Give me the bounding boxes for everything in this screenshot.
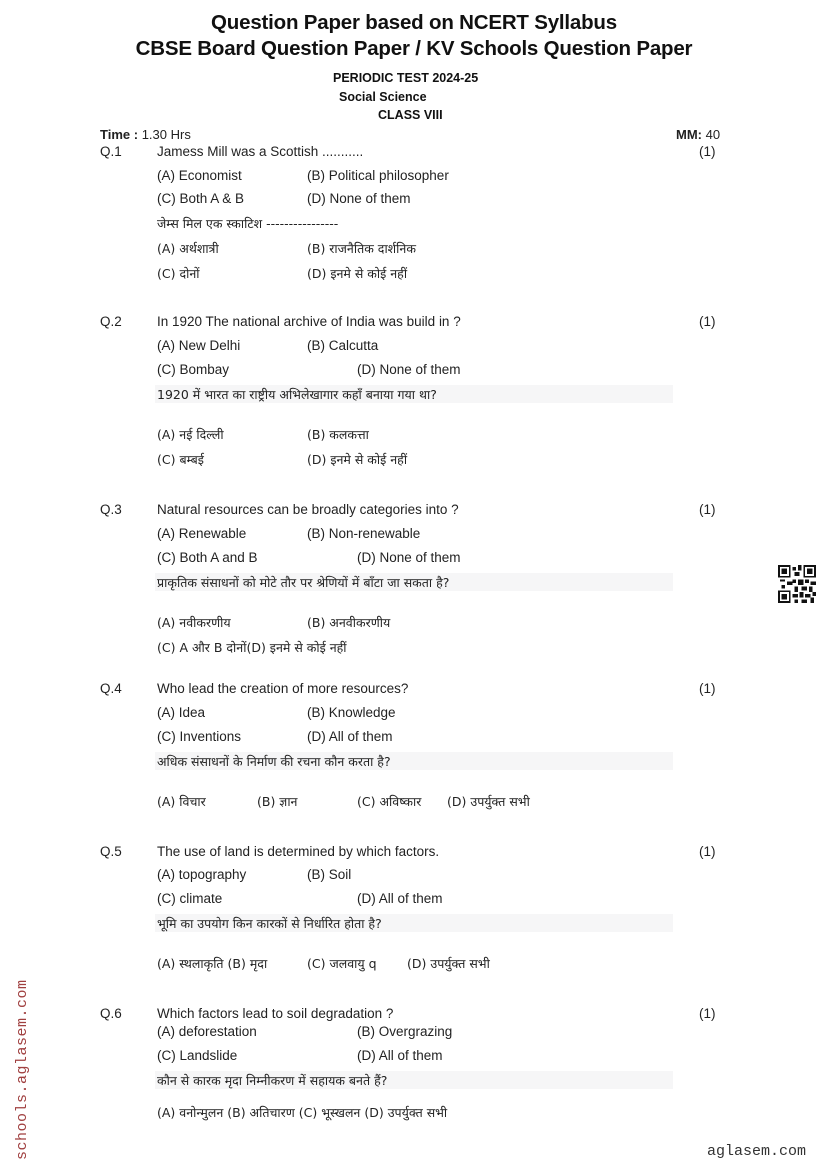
option-d-en: (D) None of them (357, 362, 461, 377)
option-a-hi: (A) नई दिल्ली (157, 427, 224, 442)
question-text-hi: अधिक संसाधनों के निर्माण की रचना कौन करता है? (157, 754, 391, 769)
options-hi: (A) वनोन्मुलन (B) अतिचारण (C) भूस्खलन (D) उपर्युक्त सभी (157, 1105, 448, 1120)
option-c-en: (C) Inventions (157, 729, 242, 744)
paper-title-line-1: Question Paper based on NCERT Syllabus (211, 11, 617, 34)
option-a-hi: (A) अर्थशात्री (157, 241, 219, 256)
option-c-en: (C) Landslide (157, 1048, 238, 1063)
option-d-en: (D) All of them (357, 891, 443, 906)
mm-label: MM: (676, 127, 702, 142)
option-d-hi: (D) उपर्युक्त सभी (447, 794, 530, 809)
option-d-en: (D) None of them (357, 550, 461, 565)
option-ab-hi: (A) स्थलाकृति (B) मृदा (157, 956, 268, 971)
question-text-en: Which factors lead to soil degradation ? (157, 1006, 394, 1021)
option-c-hi: (C) दोनों (157, 266, 200, 281)
question-marks: (1) (699, 1006, 716, 1021)
option-b-hi: (B) कलकत्ता (307, 427, 369, 442)
option-c-en: (C) Both A and B (157, 550, 258, 565)
option-a-en: (A) deforestation (157, 1024, 257, 1039)
mm-value: 40 (705, 127, 721, 142)
question-text-hi: भूमि का उपयोग किन कारकों से निर्धारित होता है? (157, 916, 382, 931)
option-c-en: (C) Both A & B (157, 191, 245, 206)
question-text-en: Who lead the creation of more resources? (157, 681, 409, 696)
question-text-en: The use of land is determined by which factors. (157, 844, 440, 859)
time-value: 1.30 Hrs (141, 127, 191, 142)
question-marks: (1) (699, 681, 716, 696)
option-a-en: (A) New Delhi (157, 338, 241, 353)
option-c-en: (C) Bombay (157, 362, 230, 377)
option-c-en: (C) climate (157, 891, 223, 906)
question-text-en: Natural resources can be broadly categories into ? (157, 502, 459, 517)
question-number: Q.2 (100, 314, 122, 329)
option-c-hi: (C) अविष्कार (357, 794, 422, 809)
option-a-en: (A) topography (157, 867, 247, 882)
option-b-en: (B) Overgrazing (357, 1024, 453, 1039)
max-marks (676, 127, 720, 142)
option-b-en: (B) Political philosopher (307, 168, 449, 183)
question-text-hi: प्राकृतिक संसाधनों को मोटे तौर पर श्रेणियों में बाँटा जा सकता है? (157, 575, 450, 590)
subject-name: Social Science (339, 90, 427, 104)
question-marks: (1) (699, 314, 716, 329)
option-d-hi: (D) उपर्युक्त सभी (407, 956, 490, 971)
option-cd-hi: (C) A और B दोनों(D) इनमे से कोई नहीं (157, 640, 347, 655)
time-allowed (100, 127, 191, 142)
question-text-hi: जेम्स मिल एक स्काटिश ---------------- (157, 216, 339, 231)
question-text-hi: 1920 में भारत का राष्ट्रीय अभिलेखागार कहाँ बनाया गया था? (157, 387, 437, 402)
question-number: Q.6 (100, 1006, 122, 1021)
side-watermark: schools.aglasem.com (14, 979, 31, 1160)
option-d-hi: (D) इनमे से कोई नहीं (307, 452, 408, 467)
option-b-hi: (B) ज्ञान (257, 794, 298, 809)
question-text-en: Jamess Mill was a Scottish ........... (157, 144, 364, 159)
option-c-hi: (C) जलवायु q (307, 956, 377, 971)
option-a-en: (A) Renewable (157, 526, 247, 541)
option-b-hi: (B) अनवीकरणीय (307, 615, 391, 630)
question-marks: (1) (699, 844, 716, 859)
bottom-watermark: aglasem.com (707, 1143, 807, 1160)
question-number: Q.3 (100, 502, 122, 517)
option-b-en: (B) Soil (307, 867, 352, 882)
question-text-en: In 1920 The national archive of India was build in ? (157, 314, 461, 329)
question-text-hi: कौन से कारक मृदा निम्नीकरण में सहायक बनते हैं? (157, 1073, 388, 1088)
question-marks: (1) (699, 502, 716, 517)
option-d-en: (D) All of them (357, 1048, 443, 1063)
option-a-hi: (A) विचार (157, 794, 206, 809)
test-name: PERIODIC TEST 2024-25 (333, 71, 479, 85)
question-marks: (1) (699, 144, 716, 159)
option-d-hi: (D) इनमे से कोई नहीं (307, 266, 408, 281)
class-name: CLASS VIII (378, 108, 443, 122)
option-b-en: (B) Non-renewable (307, 526, 421, 541)
option-c-hi: (C) बम्बई (157, 452, 204, 467)
option-b-en: (B) Calcutta (307, 338, 379, 353)
option-b-hi: (B) राजनैतिक दार्शनिक (307, 241, 416, 256)
option-d-en: (D) All of them (307, 729, 393, 744)
question-number: Q.5 (100, 844, 122, 859)
option-b-en: (B) Knowledge (307, 705, 396, 720)
time-label: Time : (100, 127, 139, 142)
option-a-en: (A) Economist (157, 168, 242, 183)
option-d-en: (D) None of them (307, 191, 411, 206)
qr-code-icon (778, 565, 816, 603)
question-number: Q.4 (100, 681, 122, 696)
question-number: Q.1 (100, 144, 122, 159)
option-a-hi: (A) नवीकरणीय (157, 615, 231, 630)
option-a-en: (A) Idea (157, 705, 206, 720)
paper-title-line-2: CBSE Board Question Paper / KV Schools Question Paper (135, 37, 693, 60)
